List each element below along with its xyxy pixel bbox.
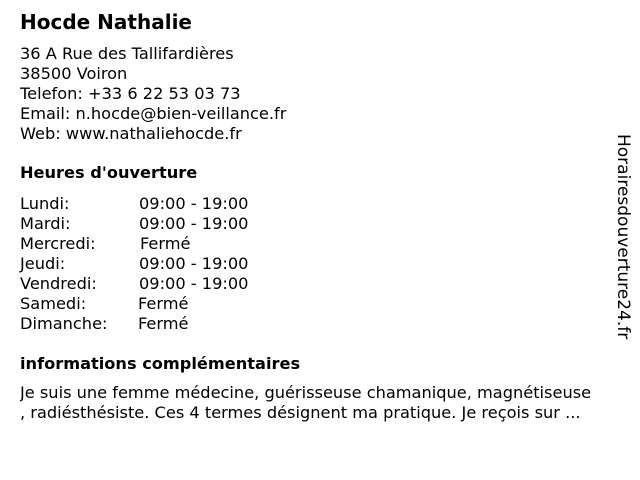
address-city: 38500 Voiron <box>20 64 128 83</box>
day-label: Mardi: <box>20 214 71 233</box>
hours-row-sunday <box>20 314 320 334</box>
opening-hours-table <box>20 194 320 334</box>
hours-value: 09:00 - 19:00 <box>139 274 249 293</box>
hours-row-saturday <box>20 294 320 314</box>
day-label: Vendredi: <box>20 274 97 293</box>
website-link[interactable]: Web: www.nathaliehocde.fr <box>20 124 242 143</box>
hours-row-friday <box>20 274 320 294</box>
additional-info-text <box>20 383 636 423</box>
info-text-line: Je suis une femme médecine, guérisseuse chamanique, magnétiseuse <box>20 383 592 402</box>
hours-row-monday <box>20 194 320 214</box>
day-label: Jeudi: <box>20 254 66 273</box>
watermark-text: Horairesdouverture24.fr <box>613 134 633 340</box>
hours-value: 09:00 - 19:00 <box>139 214 249 233</box>
phone-number[interactable]: Telefon: +33 6 22 53 03 73 <box>20 84 241 103</box>
opening-hours-heading: Heures d'ouverture <box>20 163 198 182</box>
site-watermark <box>612 134 634 346</box>
hours-value: Fermé <box>140 234 191 253</box>
day-label: Dimanche: <box>20 314 108 333</box>
day-label: Lundi: <box>20 194 70 213</box>
hours-row-tuesday <box>20 214 320 234</box>
hours-row-wednesday <box>20 234 320 254</box>
hours-row-thursday <box>20 254 320 274</box>
email-address[interactable]: Email: n.hocde@bien-veillance.fr <box>20 104 287 123</box>
additional-info-heading: informations complémentaires <box>20 354 301 373</box>
contact-block <box>20 44 286 144</box>
day-label: Samedi: <box>20 294 87 313</box>
day-label: Mercredi: <box>20 234 96 253</box>
hours-value: Fermé <box>138 314 189 333</box>
hours-value: 09:00 - 19:00 <box>139 194 249 213</box>
hours-value: 09:00 - 19:00 <box>139 254 249 273</box>
address-street: 36 A Rue des Tallifardières <box>20 44 234 63</box>
hours-value: Fermé <box>138 294 189 313</box>
business-name: Hocde Nathalie <box>20 10 192 34</box>
info-text-line: , radiésthésiste. Ces 4 termes désignent ma pratique. Je reçois sur ... <box>20 403 581 422</box>
